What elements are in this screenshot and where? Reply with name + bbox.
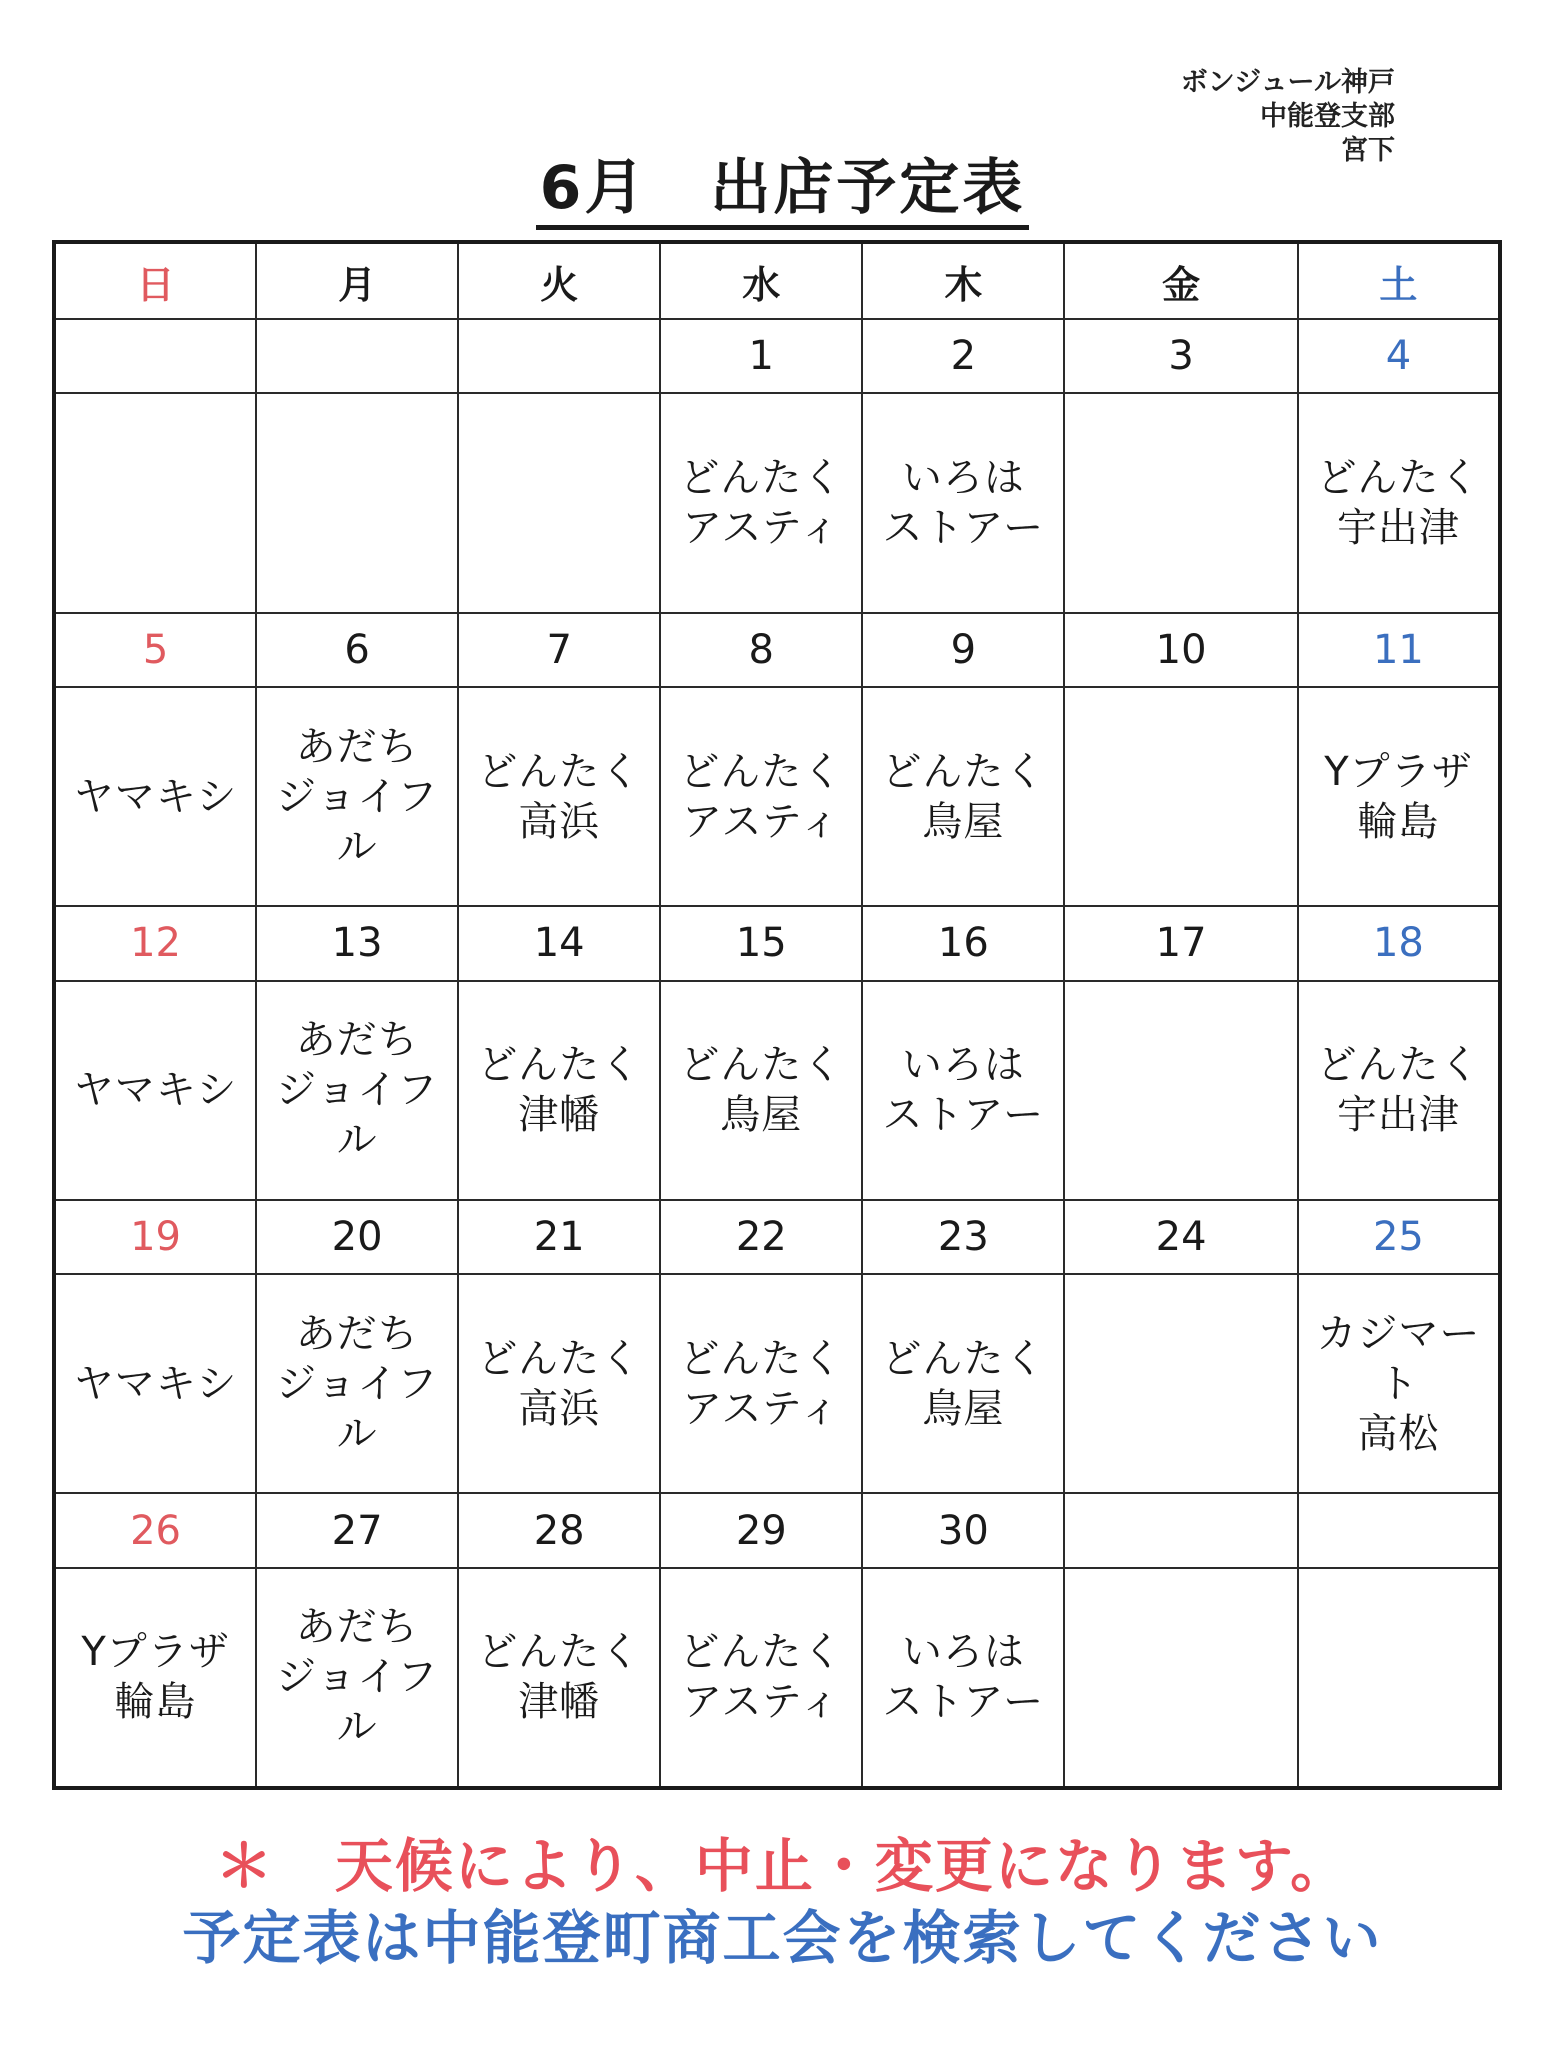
event-line: どんたく — [477, 1629, 642, 1676]
event-row — [54, 1274, 1500, 1493]
date-cell: 19 — [54, 1200, 256, 1274]
date-cell: 27 — [256, 1493, 458, 1567]
event-line: あだち — [295, 723, 419, 770]
event-cell — [54, 1568, 256, 1788]
date-cell: 4 — [1298, 319, 1500, 393]
event-cell — [862, 393, 1064, 612]
date-cell: 11 — [1298, 613, 1500, 687]
date-row — [54, 906, 1500, 980]
date-cell: 22 — [660, 1200, 862, 1274]
event-line: 宇出津 — [1336, 1092, 1460, 1139]
event-line: どんたく — [1316, 1042, 1481, 1089]
date-cell: 8 — [660, 613, 862, 687]
page-title: 6月 出店予定表 — [536, 153, 1030, 230]
event-cell — [458, 981, 660, 1200]
event-line: Yプラザ — [1324, 748, 1473, 795]
event-line: どんたく — [881, 748, 1046, 795]
date-cell: 21 — [458, 1200, 660, 1274]
date-cell: 30 — [862, 1493, 1064, 1567]
date-cell: 16 — [862, 906, 1064, 980]
date-cell: 2 — [862, 319, 1064, 393]
event-cell — [660, 1274, 862, 1493]
event-cell — [54, 393, 256, 612]
weekday-tue: 火 — [458, 242, 660, 319]
event-cell — [1064, 1568, 1297, 1788]
weekday-sat: 土 — [1298, 242, 1500, 319]
event-cell — [256, 393, 458, 612]
page-title-wrap — [0, 140, 1565, 226]
date-cell — [458, 319, 660, 393]
date-cell: 7 — [458, 613, 660, 687]
date-cell: 26 — [54, 1493, 256, 1567]
event-line: 高浜 — [518, 798, 601, 845]
event-line: 輪島 — [1357, 798, 1440, 845]
event-line: あだち — [295, 1017, 419, 1064]
event-line: あだち — [295, 1604, 419, 1651]
weekday-fri: 金 — [1064, 242, 1297, 319]
event-line: カジマート — [1316, 1310, 1481, 1407]
event-line: どんたく — [679, 748, 844, 795]
event-row — [54, 687, 1500, 906]
event-cell — [1298, 687, 1500, 906]
event-cell — [1298, 1568, 1500, 1788]
event-cell — [256, 687, 458, 906]
date-cell: 28 — [458, 1493, 660, 1567]
event-cell — [660, 393, 862, 612]
event-cell — [862, 687, 1064, 906]
org-name: ボンジュール神戸 — [1180, 67, 1395, 98]
event-cell — [54, 1274, 256, 1493]
event-row — [54, 393, 1500, 612]
event-cell — [1064, 981, 1297, 1200]
date-cell: 24 — [1064, 1200, 1297, 1274]
event-line: 鳥屋 — [922, 798, 1005, 845]
event-line: 輪島 — [114, 1679, 197, 1726]
event-line: アスティ — [682, 504, 841, 551]
event-cell — [1064, 393, 1297, 612]
event-cell — [1064, 1274, 1297, 1493]
event-line: どんたく — [679, 1629, 844, 1676]
weekday-mon: 月 — [256, 242, 458, 319]
event-line: アスティ — [682, 798, 841, 845]
date-cell — [1298, 1493, 1500, 1567]
event-cell — [458, 687, 660, 906]
date-cell: 9 — [862, 613, 1064, 687]
event-line: いろは — [901, 1042, 1025, 1089]
event-line: どんたく — [477, 1042, 642, 1089]
date-cell — [1064, 1493, 1297, 1567]
event-line: 高浜 — [518, 1385, 601, 1432]
event-line: ヤマキシ — [73, 1360, 238, 1407]
notes — [0, 1830, 1565, 1974]
event-line: どんたく — [679, 454, 844, 501]
date-cell: 3 — [1064, 319, 1297, 393]
event-line: ヤマキシ — [73, 773, 238, 820]
date-cell: 17 — [1064, 906, 1297, 980]
event-line: あだち — [295, 1310, 419, 1357]
weekday-sun: 日 — [54, 242, 256, 319]
event-cell — [54, 687, 256, 906]
date-cell: 6 — [256, 613, 458, 687]
date-row — [54, 319, 1500, 393]
event-line: ジョイフル — [276, 1360, 439, 1457]
event-cell — [458, 1568, 660, 1788]
event-line: どんたく — [477, 748, 642, 795]
date-cell: 13 — [256, 906, 458, 980]
event-line: ストアー — [882, 1679, 1045, 1726]
event-line: ストアー — [882, 1092, 1045, 1139]
org-person: 宮下 — [1341, 135, 1395, 166]
event-line: どんたく — [1316, 454, 1481, 501]
date-row — [54, 1200, 1500, 1274]
event-line: どんたく — [881, 1335, 1046, 1382]
date-cell: 14 — [458, 906, 660, 980]
date-cell — [256, 319, 458, 393]
event-cell — [1298, 981, 1500, 1200]
event-cell — [1064, 687, 1297, 906]
event-line: ジョイフル — [276, 1654, 439, 1751]
date-row — [54, 613, 1500, 687]
event-cell — [660, 687, 862, 906]
date-cell: 1 — [660, 319, 862, 393]
date-cell: 20 — [256, 1200, 458, 1274]
event-cell — [862, 981, 1064, 1200]
event-line: ヤマキシ — [73, 1067, 238, 1114]
date-cell: 29 — [660, 1493, 862, 1567]
event-line: 津幡 — [518, 1679, 601, 1726]
event-line: 鳥屋 — [922, 1385, 1005, 1432]
weekday-header-row — [54, 242, 1500, 319]
date-cell: 10 — [1064, 613, 1297, 687]
event-line: アスティ — [682, 1679, 841, 1726]
schedule-calendar — [52, 240, 1502, 1790]
event-cell — [256, 1568, 458, 1788]
event-cell — [660, 981, 862, 1200]
date-cell — [54, 319, 256, 393]
event-row — [54, 981, 1500, 1200]
event-cell — [256, 1274, 458, 1493]
event-line: アスティ — [682, 1385, 841, 1432]
event-line: ジョイフル — [276, 1067, 439, 1164]
event-cell — [1298, 393, 1500, 612]
event-cell — [862, 1274, 1064, 1493]
event-line: いろは — [901, 454, 1025, 501]
event-line: どんたく — [679, 1335, 844, 1382]
weekday-wed: 水 — [660, 242, 862, 319]
event-line: 高松 — [1357, 1410, 1440, 1457]
event-cell — [256, 981, 458, 1200]
date-cell: 5 — [54, 613, 256, 687]
date-cell: 23 — [862, 1200, 1064, 1274]
event-cell — [660, 1568, 862, 1788]
event-cell — [862, 1568, 1064, 1788]
weather-notice: ＊ 天候により、中止・変更になります。 — [214, 1832, 1351, 1900]
weekday-thu: 木 — [862, 242, 1064, 319]
event-line: 宇出津 — [1336, 504, 1460, 551]
event-line: どんたく — [477, 1335, 642, 1382]
event-line: いろは — [901, 1629, 1025, 1676]
search-notice: 予定表は中能登町商工会を検索してください — [182, 1904, 1383, 1972]
event-line: 鳥屋 — [720, 1092, 803, 1139]
event-row — [54, 1568, 1500, 1788]
event-cell — [458, 393, 660, 612]
org-branch: 中能登支部 — [1260, 101, 1395, 132]
event-line: ジョイフル — [276, 773, 439, 870]
event-line: 津幡 — [518, 1092, 601, 1139]
event-line: ストアー — [882, 504, 1045, 551]
event-line: Yプラザ — [81, 1629, 230, 1676]
event-cell — [1298, 1274, 1500, 1493]
date-cell: 25 — [1298, 1200, 1500, 1274]
date-cell: 18 — [1298, 906, 1500, 980]
event-cell — [54, 981, 256, 1200]
event-line: どんたく — [679, 1042, 844, 1089]
date-cell: 12 — [54, 906, 256, 980]
event-cell — [458, 1274, 660, 1493]
date-cell: 15 — [660, 906, 862, 980]
date-row — [54, 1493, 1500, 1567]
